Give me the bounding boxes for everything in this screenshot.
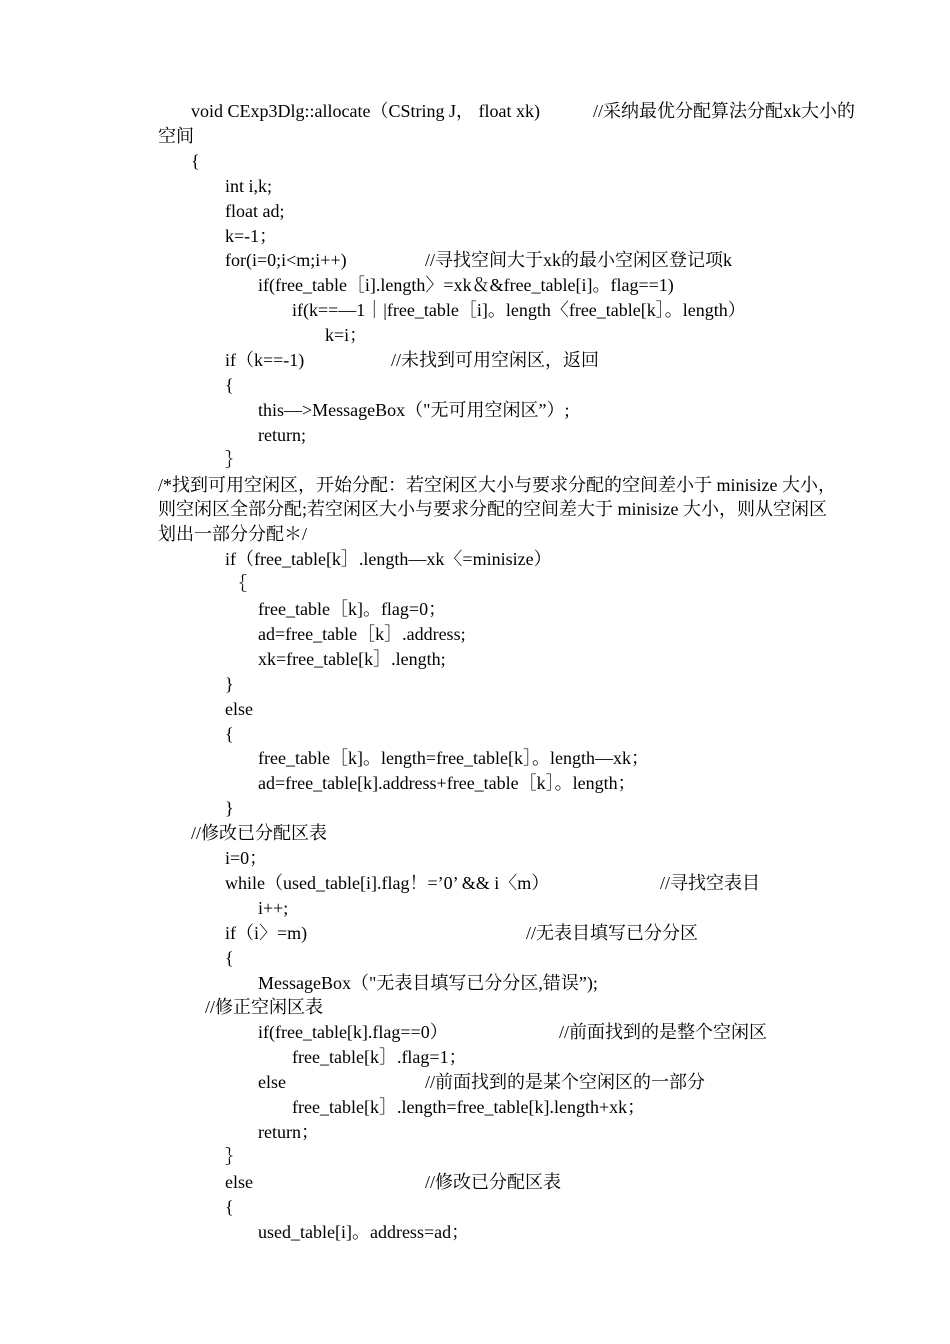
code-line: if（k==-1): [225, 350, 305, 370]
code-line: ad=free_table［k］.address;: [258, 624, 466, 644]
code-line: xk=free_table[k］.length;: [258, 649, 446, 669]
code-line: this—>MessageBox（"无可用空闲区”）;: [258, 400, 570, 420]
code-line: if(free_table[k].flag==0）: [258, 1022, 448, 1042]
code-line: //修正空闲区表: [205, 997, 324, 1017]
code-comment: //寻找空间大于xk的最小空闲区登记项k: [425, 250, 733, 270]
code-line: ｝: [225, 450, 243, 470]
code-line: 划出一部分分配＊/: [158, 524, 308, 544]
code-line: else: [225, 1172, 253, 1192]
code-line: //修改已分配区表: [191, 823, 328, 843]
code-line: {: [225, 1197, 234, 1217]
code-line: 则空闲区全部分配;若空闲区大小与要求分配的空间差大于 minisize 大小，则从空闲区: [158, 499, 827, 519]
code-line: else: [258, 1072, 286, 1092]
code-line: {: [225, 724, 234, 744]
code-line: /*找到可用空闲区，开始分配：若空闲区大小与要求分配的空间差小于 minisize 大小，: [158, 475, 836, 495]
code-line: return;: [258, 425, 306, 445]
code-line: i=0；: [225, 848, 268, 868]
code-line: {: [191, 151, 200, 171]
code-line: free_table［k]。length=free_table[k］。length—xk；: [258, 748, 650, 768]
code-comment: //未找到可用空闲区，返回: [391, 350, 600, 370]
code-line: MessageBox（"无表目填写已分分区,错误”);: [258, 973, 598, 993]
code-line: if(free_table［i].length〉=xk＆&free_table[i]。flag==1): [258, 275, 674, 295]
code-line: if（i〉=m): [225, 923, 308, 943]
code-line: free_table［k]。flag=0；: [258, 599, 447, 619]
code-comment: //寻找空表目: [660, 873, 761, 893]
code-line: void CExp3Dlg::allocate（CString J， float xk): [191, 101, 540, 121]
code-line: i++;: [258, 898, 289, 918]
code-line: float ad;: [225, 201, 285, 221]
code-line: free_table[k］.length=free_table[k].length+xk；: [292, 1097, 646, 1117]
code-line: used_table[i]。address=ad；: [258, 1222, 470, 1242]
code-comment: //采纳最优分配算法分配xk大小的: [593, 101, 856, 121]
code-line: int i,k;: [225, 176, 273, 196]
code-line: if（free_table[k］.length—xk〈=minisize）: [225, 549, 552, 569]
code-line: ｛: [229, 574, 247, 594]
code-line: while（used_table[i].flag！=’0’ && i〈m）: [225, 873, 550, 893]
code-comment: //前面找到的是某个空闲区的一部分: [425, 1072, 706, 1092]
code-line: if(k==—1｜|free_table［i]。length〈free_table[k］。length）: [292, 300, 746, 320]
code-line: ｝: [225, 1147, 243, 1167]
code-line: return；: [258, 1122, 319, 1142]
code-line: k=i；: [325, 325, 368, 345]
code-line: ad=free_table[k].address+free_table［k］。length；: [258, 773, 636, 793]
code-comment: //修改已分配区表: [425, 1172, 562, 1192]
code-line: k=-1；: [225, 226, 278, 246]
code-line: }: [225, 798, 234, 818]
code-line: for(i=0;i<m;i++): [225, 250, 347, 270]
code-line: }: [225, 674, 234, 694]
code-line: 空间: [158, 126, 194, 146]
code-line: {: [225, 375, 234, 395]
code-comment: //无表目填写已分分区: [526, 923, 699, 943]
code-line: free_table[k］.flag=1；: [292, 1047, 467, 1067]
code-line: else: [225, 699, 253, 719]
code-comment: //前面找到的是整个空闲区: [559, 1022, 768, 1042]
code-line: {: [225, 948, 234, 968]
